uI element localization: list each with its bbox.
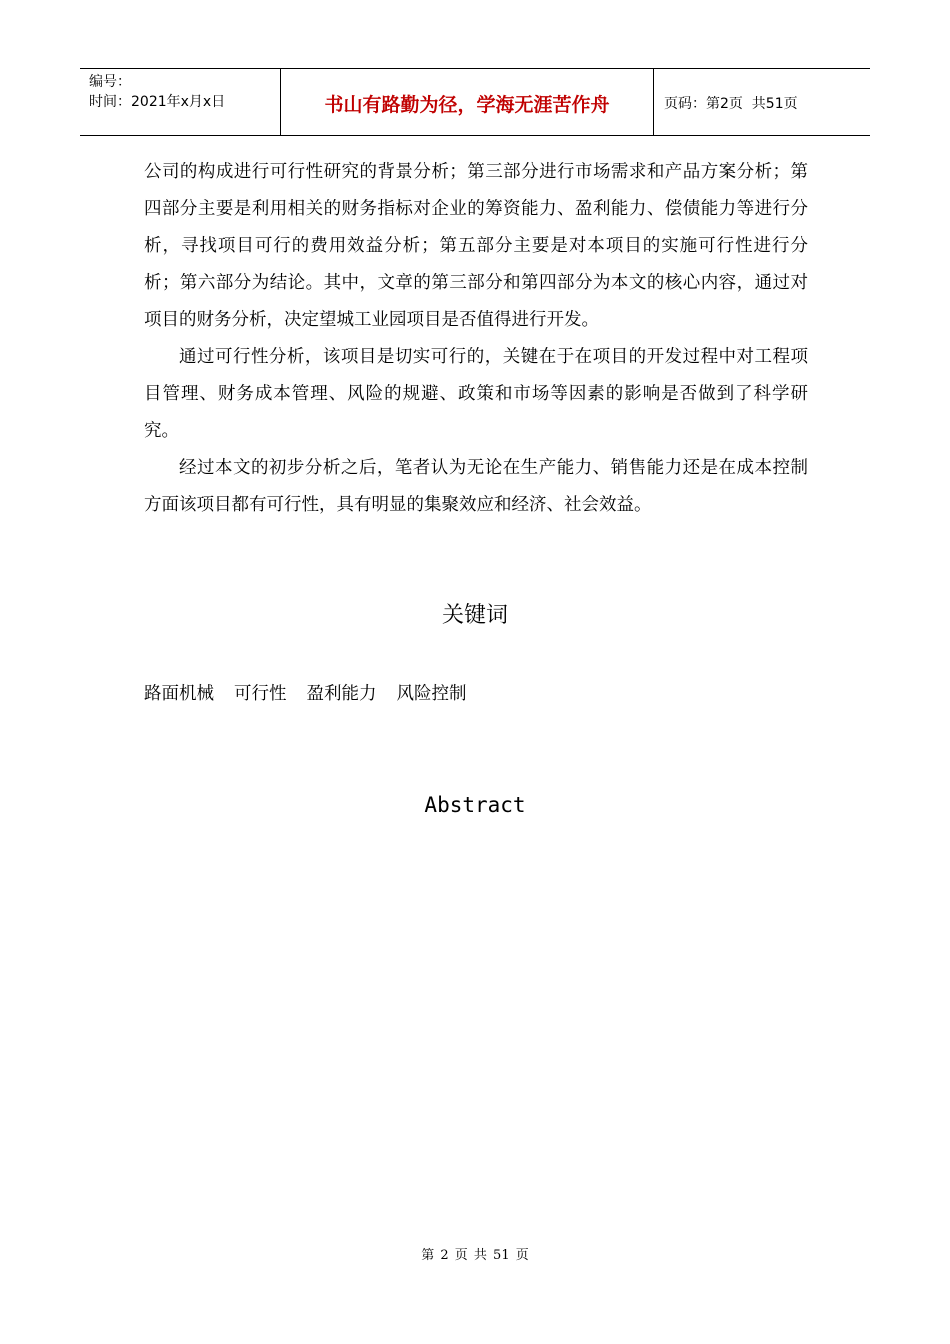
keyword-item: 盈利能力 [306, 684, 377, 704]
page-header [80, 68, 870, 136]
document-number-label: 编号： [89, 74, 131, 90]
keywords-heading: 关键词 [441, 603, 508, 628]
paragraph: 经过本文的初步分析之后，笔者认为无论在生产能力、销售能力还是在成本控制方面该项目都有可行性，具有明显的集聚效应和经济、社会效益。 [144, 458, 808, 515]
header-page-info [654, 69, 870, 135]
header-motto: 书山有路勤为径，学海无涯苦作舟 [281, 69, 654, 135]
keyword-item: 路面机械 [144, 684, 214, 704]
paragraph-continued: 公司的构成进行可行性研究的背景分析；第三部分进行市场需求和产品方案分析；第四部分主要是利用相关的财务指标对企业的筹资能力、盈利能力、偿债能力等进行分析，寻找项目可行的费用效益分析；第五部分主要是对本项目的实施可行性进行分析；第六部分为结论。其中，文章的第三部分和第四部分为本文的核心内容，通过对项目的财务分析，决定望城工业园项目是否值得进行开发。 [144, 162, 808, 330]
keyword-item: 可行性 [234, 684, 287, 704]
body-text [144, 154, 808, 524]
paragraph: 通过可行性分析，该项目是切实可行的，关键在于在项目的开发过程中对工程项目管理、财务成本管理、风险的规避、政策和市场等因素的影响是否做到了科学研究。 [144, 347, 808, 441]
keywords-list [144, 680, 467, 708]
abstract-heading: Abstract [424, 793, 526, 817]
page-footer: 第 2 页 共 51 页 [421, 1248, 529, 1263]
header-meta [80, 69, 281, 135]
keyword-item: 风险控制 [396, 684, 467, 704]
page-info-text: 页码：第2页 共51页 [664, 96, 798, 112]
document-time: 时间：2021年x月x日 [89, 94, 226, 110]
